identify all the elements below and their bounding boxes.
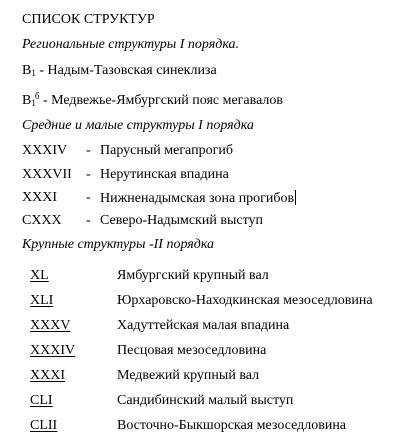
structure-separator: - [35, 63, 48, 78]
structure-name: Восточно-Быкшорская мезоседловина [117, 418, 347, 433]
structure-separator: - [86, 213, 91, 228]
structure-name: Юрхаровско-Находкинская мезоседловина [117, 293, 373, 308]
structure-name: Сандибинский малый выступ [117, 393, 294, 408]
structure-code: B [22, 63, 32, 78]
medium-structures-heading: Средние и малые структуры I порядка [22, 118, 254, 133]
structure-code: XLI [30, 293, 54, 308]
structure-name: Песцовая мезоседловина [117, 343, 267, 358]
structure-code-subscript: 1 [31, 68, 36, 78]
document-title: СПИСОК СТРУКТУР [22, 12, 155, 27]
regional-structures-heading: Региональные структуры I порядка. [22, 37, 240, 52]
structure-code: XXXV [30, 318, 71, 333]
structure-name: Надым-Тазовская синеклиза [47, 63, 217, 78]
structure-code: XXXI [22, 190, 57, 205]
structure-name: Медвежий крупный вал [117, 368, 260, 383]
structure-code-superscript: б [34, 91, 40, 101]
structure-code-subscript: 1 [31, 98, 36, 108]
structure-name: Нерутинская впадина [100, 167, 229, 182]
structure-name: Медвежье-Ямбургский пояс мегавалов [51, 93, 283, 108]
structure-code: CLII [30, 418, 58, 433]
structure-code: CLI [30, 393, 53, 408]
structure-code: XXXI [30, 368, 65, 383]
structure-name: Парусный мегапрогиб [100, 143, 233, 158]
structure-separator: - [86, 143, 91, 158]
structure-separator: - [39, 93, 52, 108]
large-structures-heading: Крупные структуры -II порядка [22, 237, 215, 252]
structure-code: XL [30, 268, 49, 283]
structure-code: XXXIV [22, 143, 68, 158]
structure-separator: - [86, 190, 91, 205]
structure-code: CXXX [22, 213, 62, 228]
structure-name: Ямбургский крупный вал [117, 268, 269, 283]
regional-structure-row [22, 63, 217, 81]
structure-code: XXXVII [22, 167, 72, 182]
structure-name: Хадуттейская малая впадина [117, 318, 290, 333]
structure-name: Северо-Надымский выступ [100, 213, 263, 228]
structure-name: Нижненадымская зона прогибов [100, 191, 295, 206]
text-cursor [295, 190, 296, 205]
regional-structure-row [22, 88, 283, 111]
structure-separator: - [86, 167, 91, 182]
structure-code: B [22, 93, 32, 108]
structure-code: XXXIV [30, 343, 76, 358]
